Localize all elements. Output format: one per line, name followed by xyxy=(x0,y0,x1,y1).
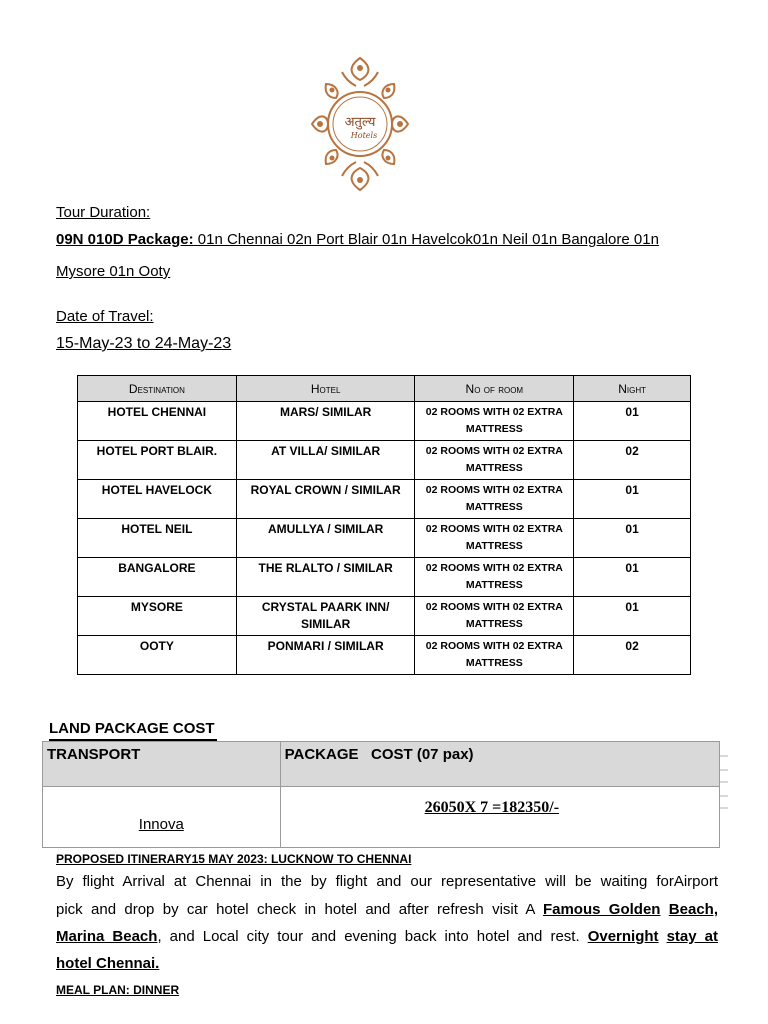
hotel-cell: ROYAL CROWN / SIMILAR xyxy=(236,480,415,519)
itinerary-line-4: hotel Chennai. xyxy=(56,955,160,972)
rooms-cell: 02 ROOMS WITH 02 EXTRA MATTRESS xyxy=(415,441,574,480)
destination-cell: HOTEL NEIL xyxy=(78,519,237,558)
svg-text:अतुल्य: अतुल्य xyxy=(344,115,376,130)
rooms-cell: 02 ROOMS WITH 02 EXTRA MATTRESS xyxy=(415,480,574,519)
header-night: Night xyxy=(574,376,691,402)
rooms-cell: 02 ROOMS WITH 02 EXTRA MATTRESS xyxy=(415,558,574,597)
night-cell: 01 xyxy=(574,597,691,636)
hotel-table-header xyxy=(78,376,691,402)
hotel-cell: PONMARI / SIMILAR xyxy=(236,636,415,675)
destination-cell: HOTEL HAVELOCK xyxy=(78,480,237,519)
itinerary-heading: PROPOSED ITINERARY15 MAY 2023: LUCKNOW TO CHENNAI xyxy=(56,852,412,866)
itinerary-line-2 xyxy=(56,896,718,924)
night-cell: 01 xyxy=(574,558,691,597)
package-line-2: Mysore 01n Ooty xyxy=(56,263,171,280)
rooms-cell: 02 ROOMS WITH 02 EXTRA MATTRESS xyxy=(415,402,574,441)
destination-cell: MYSORE xyxy=(78,597,237,636)
rooms-cell: 02 ROOMS WITH 02 EXTRA MATTRESS xyxy=(415,636,574,675)
hotel-cell: THE RLALTO / SIMILAR xyxy=(236,558,415,597)
hotel-cell: AT VILLA/ SIMILAR xyxy=(236,441,415,480)
table-row xyxy=(78,558,691,597)
hotel-cell: CRYSTAL PAARK INN/ SIMILAR xyxy=(236,597,415,636)
destination-cell: OOTY xyxy=(78,636,237,675)
package-cost-value: 26050X 7 =182350/- xyxy=(280,787,719,848)
marina-beach-text: Marina Beach xyxy=(56,928,158,945)
famous-golden-text: Famous Golden xyxy=(542,901,661,918)
date-of-travel-label: Date of Travel: xyxy=(56,308,154,325)
transport-header: TRANSPORT xyxy=(43,742,281,787)
package-line-1 xyxy=(56,230,659,250)
night-cell: 01 xyxy=(574,402,691,441)
itinerary-line-3 xyxy=(56,923,718,951)
header-hotel: Hotel xyxy=(236,376,415,402)
header-rooms: No of room xyxy=(415,376,574,402)
date-of-travel-value: 15-May-23 to 24-May-23 xyxy=(56,335,232,352)
destination-cell: HOTEL PORT BLAIR. xyxy=(78,441,237,480)
package-label: 09N 010D Package: xyxy=(56,231,194,248)
hotel-logo xyxy=(306,54,414,196)
itinerary-space xyxy=(659,928,667,945)
rooms-cell: 02 ROOMS WITH 02 EXTRA MATTRESS xyxy=(415,519,574,558)
table-row xyxy=(78,636,691,675)
table-row xyxy=(78,480,691,519)
hotel-cell: MARS/ SIMILAR xyxy=(236,402,415,441)
itinerary-line-3-text: , and Local city tour and evening back into hotel and rest. xyxy=(157,928,588,945)
header-destination: Destination xyxy=(78,376,237,402)
land-package-heading: LAND PACKAGE COST xyxy=(49,719,217,741)
beach-text: Beach, xyxy=(668,901,718,918)
destination-cell: HOTEL CHENNAI xyxy=(78,402,237,441)
table-row xyxy=(78,597,691,636)
table-row xyxy=(43,787,720,848)
rooms-cell: 02 ROOMS WITH 02 EXTRA MATTRESS xyxy=(415,597,574,636)
package-line-1-text: 01n Chennai 02n Port Blair 01n Havelcok01n Neil 01n Bangalore 01n xyxy=(193,231,659,248)
land-package-table xyxy=(42,741,720,848)
hotel-cell: AMULLYA / SIMILAR xyxy=(236,519,415,558)
itinerary-space xyxy=(660,901,668,918)
table-row xyxy=(78,441,691,480)
night-cell: 01 xyxy=(574,480,691,519)
night-cell: 01 xyxy=(574,519,691,558)
meal-plan: MEAL PLAN: DINNER xyxy=(56,983,180,997)
stay-at-text: stay at xyxy=(666,928,719,945)
itinerary-line-2-text: pick and drop by car hotel check in hotel and after refresh visit A xyxy=(56,901,543,918)
night-cell: 02 xyxy=(574,636,691,675)
table-edge-marks xyxy=(716,744,730,824)
night-cell: 02 xyxy=(574,441,691,480)
hotel-table xyxy=(77,375,691,675)
svg-text:Hotels: Hotels xyxy=(350,131,378,140)
tour-duration-label: Tour Duration: xyxy=(56,204,151,221)
itinerary-line-1: By flight Arrival at Chennai in the by flight and our representative will be waiting forAirport xyxy=(56,873,718,890)
destination-cell: BANGALORE xyxy=(78,558,237,597)
table-row xyxy=(78,519,691,558)
overnight-text: Overnight xyxy=(587,928,659,945)
transport-value: Innova xyxy=(43,787,281,848)
table-row xyxy=(78,402,691,441)
land-package-header xyxy=(43,742,720,787)
package-cost-header: PACKAGE COST (07 pax) xyxy=(280,742,719,787)
